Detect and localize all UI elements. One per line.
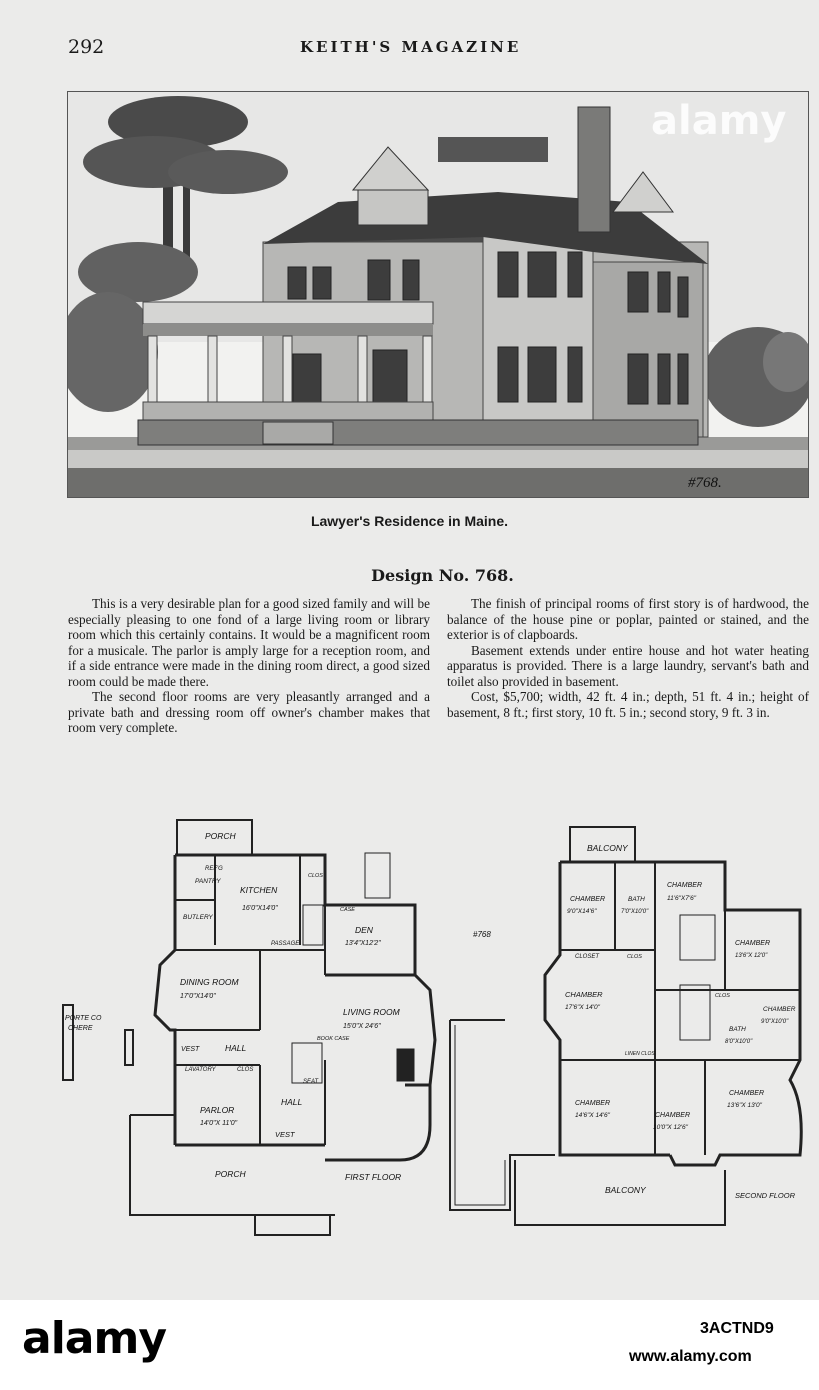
label-clos: CLOS — [308, 873, 323, 879]
watermark-logo: alamy — [651, 98, 787, 144]
label-clos2: CLOS — [237, 1067, 254, 1073]
label-dining-dim: 17'0"X14'0" — [180, 993, 216, 1000]
label-chamber3-dim: 13'6"X 12'0" — [735, 953, 768, 959]
design-title: Design No. 768. — [371, 566, 514, 585]
paragraph: The finish of principal rooms of first story is of hardwood, the balance of the house pine or poplar, painted or stained, and the exterior is of clapboards. — [447, 596, 809, 642]
illustration-caption: Lawyer's Residence in Maine. — [310, 513, 509, 529]
paragraph: This is a very desirable plan for a good sized family and will be especially pleasing to one fond of a large living room or library room which this certainly contains. It would be a magnificent room for a musicale. The parlor is amply large for a reception room, and if a side entrance were made in the dining room direct, a good sized room could be made there. — [68, 596, 430, 689]
label-passage: PASSAGE — [271, 941, 300, 947]
alamy-logo: alamy — [22, 1313, 166, 1364]
label-chamber8-dim: 13'6"X 13'0" — [727, 1102, 762, 1109]
label-closet: CLOSET — [575, 954, 600, 960]
label-chamber5-dim: 9'0"X10'0" — [761, 1019, 789, 1025]
label-parlor-dim: 14'0"X 11'0" — [200, 1120, 238, 1127]
label-chamber7-dim: 10'0"X 12'6" — [653, 1124, 688, 1131]
label-living-dim: 15'0"X 24'6" — [343, 1023, 381, 1030]
label-hall2: HALL — [281, 1097, 303, 1107]
text-column-right — [447, 596, 809, 720]
house-illustration — [67, 91, 809, 498]
label-first-floor: FIRST FLOOR — [345, 1172, 402, 1182]
paragraph: The second floor rooms are very pleasantly arranged and a private bath and dressing room off owner's chamber makes that room very complete. — [68, 689, 430, 735]
paragraph: Basement extends under entire house and hot water heating apparatus is provided. There is a large laundry, servant's bath and toilet also provided in basement. — [447, 642, 809, 689]
label-den: DEN — [355, 925, 373, 935]
label-butlery: BUTLERY — [183, 914, 213, 921]
label-porte: PORTE CO — [65, 1015, 102, 1022]
label-balcony-bottom: BALCONY — [605, 1185, 646, 1195]
label-second-floor: SECOND FLOOR — [735, 1191, 796, 1200]
label-balcony-top: BALCONY — [587, 843, 628, 853]
label-chamber8: CHAMBER — [729, 1090, 765, 1097]
stock-footer — [0, 1300, 819, 1390]
label-porch-bottom: PORCH — [215, 1169, 246, 1179]
label-chamber1: CHAMBER — [570, 896, 606, 903]
floor-plans — [55, 815, 810, 1240]
label-hall1: HALL — [225, 1043, 247, 1053]
label-case: CASE — [340, 907, 355, 913]
house-drawing — [68, 92, 808, 497]
label-bath1: BATH — [628, 896, 645, 903]
label-bath2: BATH — [729, 1026, 746, 1033]
label-clos-b: CLOS — [715, 993, 730, 999]
page-number: 292 — [68, 36, 105, 58]
label-porch-top: PORCH — [205, 831, 236, 841]
label-pantry: PANTRY — [195, 878, 221, 885]
second-floor-plan — [450, 827, 801, 1225]
label-chamber7: CHAMBER — [655, 1112, 691, 1119]
site-url: www.alamy.com — [629, 1348, 752, 1365]
label-chamber3: CHAMBER — [735, 940, 771, 947]
label-chere: CHERE — [68, 1025, 93, 1032]
label-chamber6-dim: 14'6"X 14'6" — [575, 1112, 610, 1119]
label-chamber2-dim: 11'6"X7'6" — [667, 895, 697, 902]
label-linen: LINEN CLOS — [625, 1051, 655, 1057]
label-kitchen-dim: 16'0"X14'0" — [242, 905, 278, 912]
label-chamber4: CHAMBER — [565, 990, 603, 999]
label-chamber2: CHAMBER — [667, 882, 703, 889]
label-bath1-dim: 7'0"X10'0" — [621, 909, 649, 915]
label-vest2: VEST — [275, 1130, 295, 1139]
label-seat: SEAT — [303, 1079, 319, 1085]
label-clos-a: CLOS — [627, 954, 642, 960]
label-book-case: BOOK CASE — [317, 1036, 350, 1042]
label-chamber6: CHAMBER — [575, 1100, 611, 1107]
label-vest1: VEST — [181, 1046, 200, 1053]
label-living: LIVING ROOM — [343, 1007, 400, 1017]
label-chamber5: CHAMBER — [763, 1006, 796, 1013]
label-dining: DINING ROOM — [180, 977, 239, 987]
paragraph: Cost, $5,700; width, 42 ft. 4 in.; depth, 51 ft. 4 in.; height of basement, 8 ft.; first story, 10 ft. 5 in.; second story, 9 ft. 3 in. — [447, 689, 809, 720]
label-lavatory: LAVATORY — [185, 1067, 216, 1073]
plate-number: #768. — [688, 475, 722, 491]
label-plan-number: #768 — [473, 930, 491, 939]
magazine-header: KEITH'S MAGAZINE — [300, 38, 522, 56]
label-parlor: PARLOR — [200, 1105, 235, 1115]
label-kitchen: KITCHEN — [240, 885, 278, 895]
image-id: 3ACTND9 — [700, 1320, 774, 1337]
label-den-dim: 13'4"X12'2" — [345, 940, 381, 947]
label-refg: REF'G — [205, 866, 223, 872]
label-chamber4-dim: 17'6"X 14'0" — [565, 1004, 600, 1011]
label-chamber1-dim: 9'0"X14'6" — [567, 908, 597, 915]
label-bath2-dim: 8'0"X10'0" — [725, 1039, 753, 1045]
text-column-left — [68, 596, 430, 736]
